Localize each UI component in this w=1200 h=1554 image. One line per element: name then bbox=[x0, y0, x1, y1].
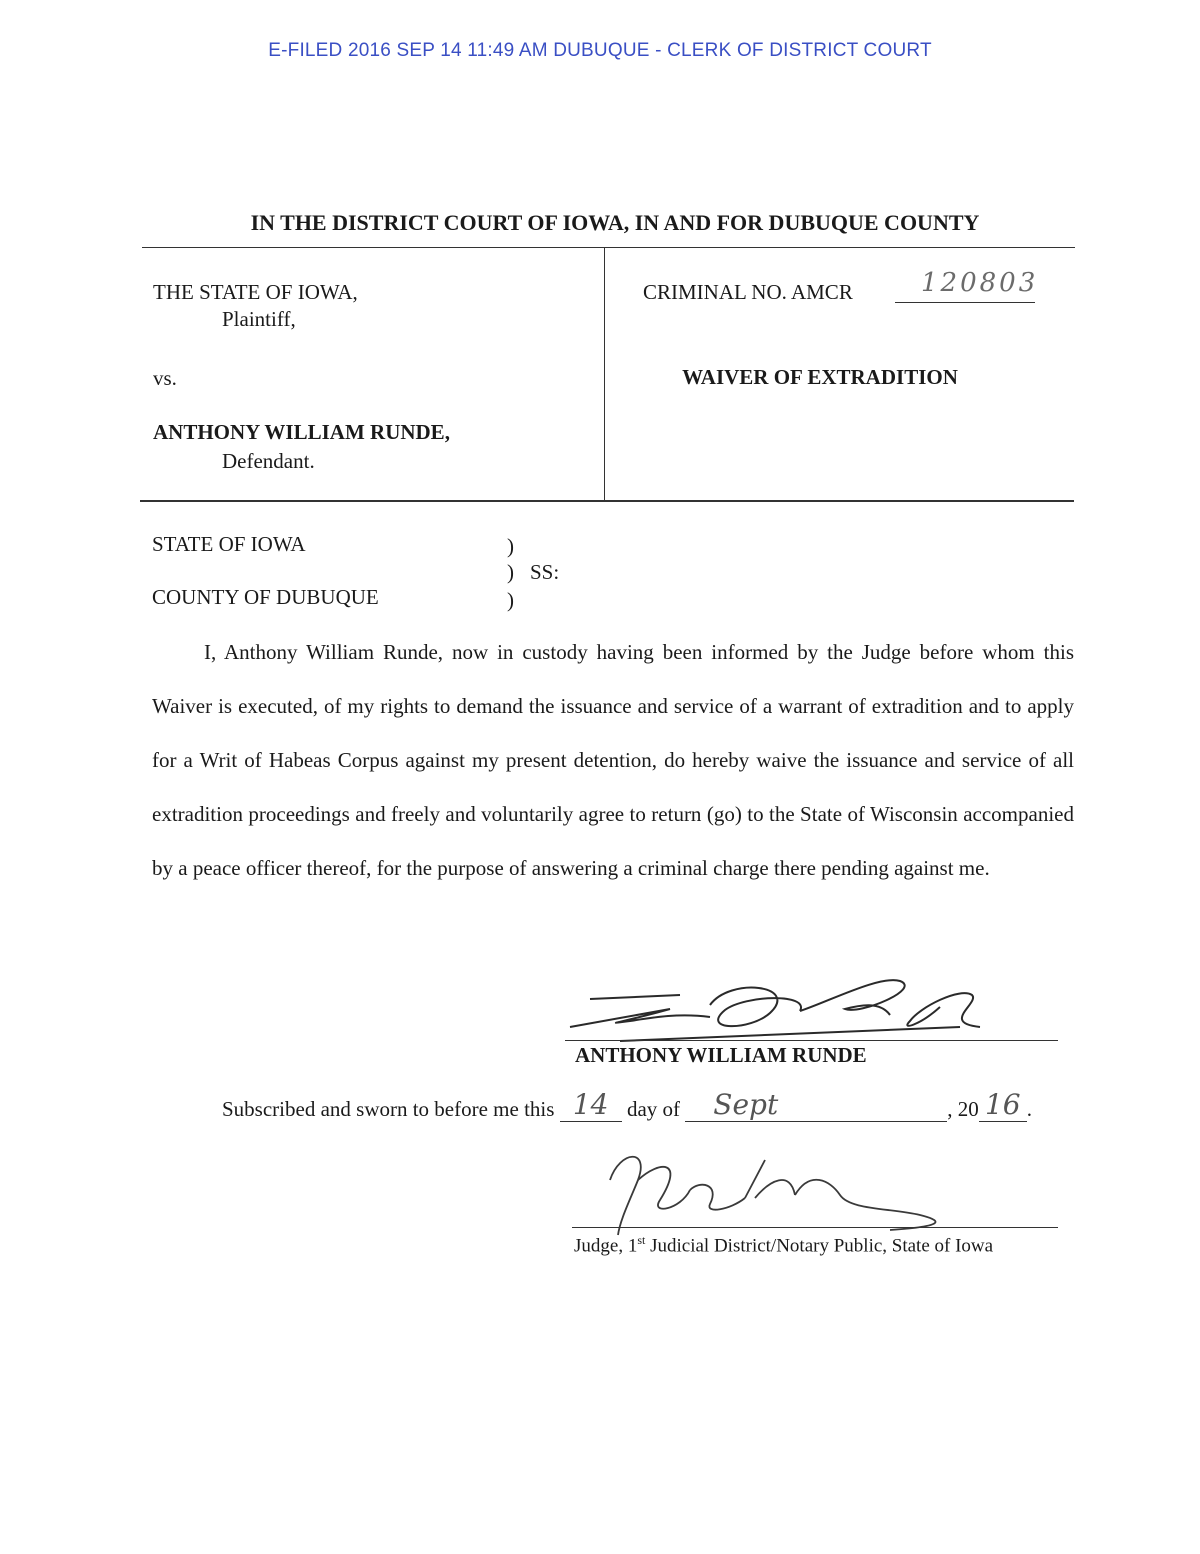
judge-signature-line bbox=[572, 1227, 1058, 1228]
criminal-no-label: CRIMINAL NO. AMCR bbox=[643, 280, 853, 304]
defendant-name: ANTHONY WILLIAM RUNDE, bbox=[153, 420, 450, 444]
jurat-year-field bbox=[979, 1088, 1027, 1122]
venue-paren-2: ) bbox=[507, 560, 514, 584]
caption-top-rule bbox=[142, 247, 1075, 248]
venue-ss: SS: bbox=[530, 560, 560, 584]
defendant-role: Defendant. bbox=[222, 449, 315, 473]
plaintiff-name: THE STATE OF IOWA, bbox=[153, 280, 358, 304]
jurat-day-of: day of bbox=[626, 1097, 681, 1121]
document-title: WAIVER OF EXTRADITION bbox=[682, 365, 958, 389]
venue-county: COUNTY OF DUBUQUE bbox=[152, 585, 379, 609]
criminal-no-handwritten: 120803 bbox=[921, 268, 1039, 298]
plaintiff-role: Plaintiff, bbox=[222, 307, 296, 331]
waiver-text: I, Anthony William Runde, now in custody having been informed by the Judge before whom this Waiver is executed, of my rights to demand the issuance and service of a warrant of extradition and to apply for a Writ of Habeas Corpus against my present detention, do hereby waive the issuance and service of all extradition proceedings and freely and voluntarily agree to return (go) to the State of Wisconsin accompanied by a peace officer thereof, for the purpose of answering a criminal charge there pending against me. bbox=[152, 640, 1074, 880]
judge-title-ordinal: st bbox=[637, 1233, 646, 1247]
jurat-prefix: Subscribed and sworn to before me this bbox=[222, 1097, 555, 1121]
jurat-period: . bbox=[1026, 1097, 1033, 1121]
judge-title-prefix: Judge, 1 bbox=[574, 1235, 638, 1257]
venue-state: STATE OF IOWA bbox=[152, 532, 306, 556]
jurat-year-prefix: , 20 bbox=[947, 1097, 979, 1121]
jurat-day-handwritten: 14 bbox=[572, 1088, 609, 1121]
criminal-no-field bbox=[895, 264, 1039, 303]
defendant-signature-line bbox=[565, 1040, 1058, 1041]
judge-signature-image bbox=[590, 1140, 970, 1240]
jurat-year-handwritten: 16 bbox=[984, 1088, 1021, 1121]
jurat-day-field bbox=[560, 1088, 622, 1122]
jurat-month-field bbox=[685, 1088, 947, 1122]
jurat-month-handwritten: Sept bbox=[713, 1088, 779, 1121]
caption-bottom-rule bbox=[140, 500, 1074, 502]
venue-paren-3: ) bbox=[507, 588, 514, 612]
waiver-paragraph bbox=[152, 625, 1074, 895]
defendant-signature-name: ANTHONY WILLIAM RUNDE bbox=[575, 1043, 867, 1067]
judge-title-line bbox=[574, 1233, 993, 1257]
versus-label: vs. bbox=[153, 366, 177, 390]
defendant-signature-image bbox=[560, 965, 1000, 1045]
judge-title-suffix: Judicial District/Notary Public, State of Iowa bbox=[645, 1235, 994, 1257]
court-title: IN THE DISTRICT COURT OF IOWA, IN AND FOR DUBUQUE COUNTY bbox=[250, 210, 980, 235]
efiled-stamp: E-FILED 2016 SEP 14 11:49 AM DUBUQUE - CLERK OF DISTRICT COURT bbox=[268, 40, 932, 61]
jurat-line bbox=[222, 1088, 1033, 1122]
venue-paren-1: ) bbox=[507, 534, 514, 558]
